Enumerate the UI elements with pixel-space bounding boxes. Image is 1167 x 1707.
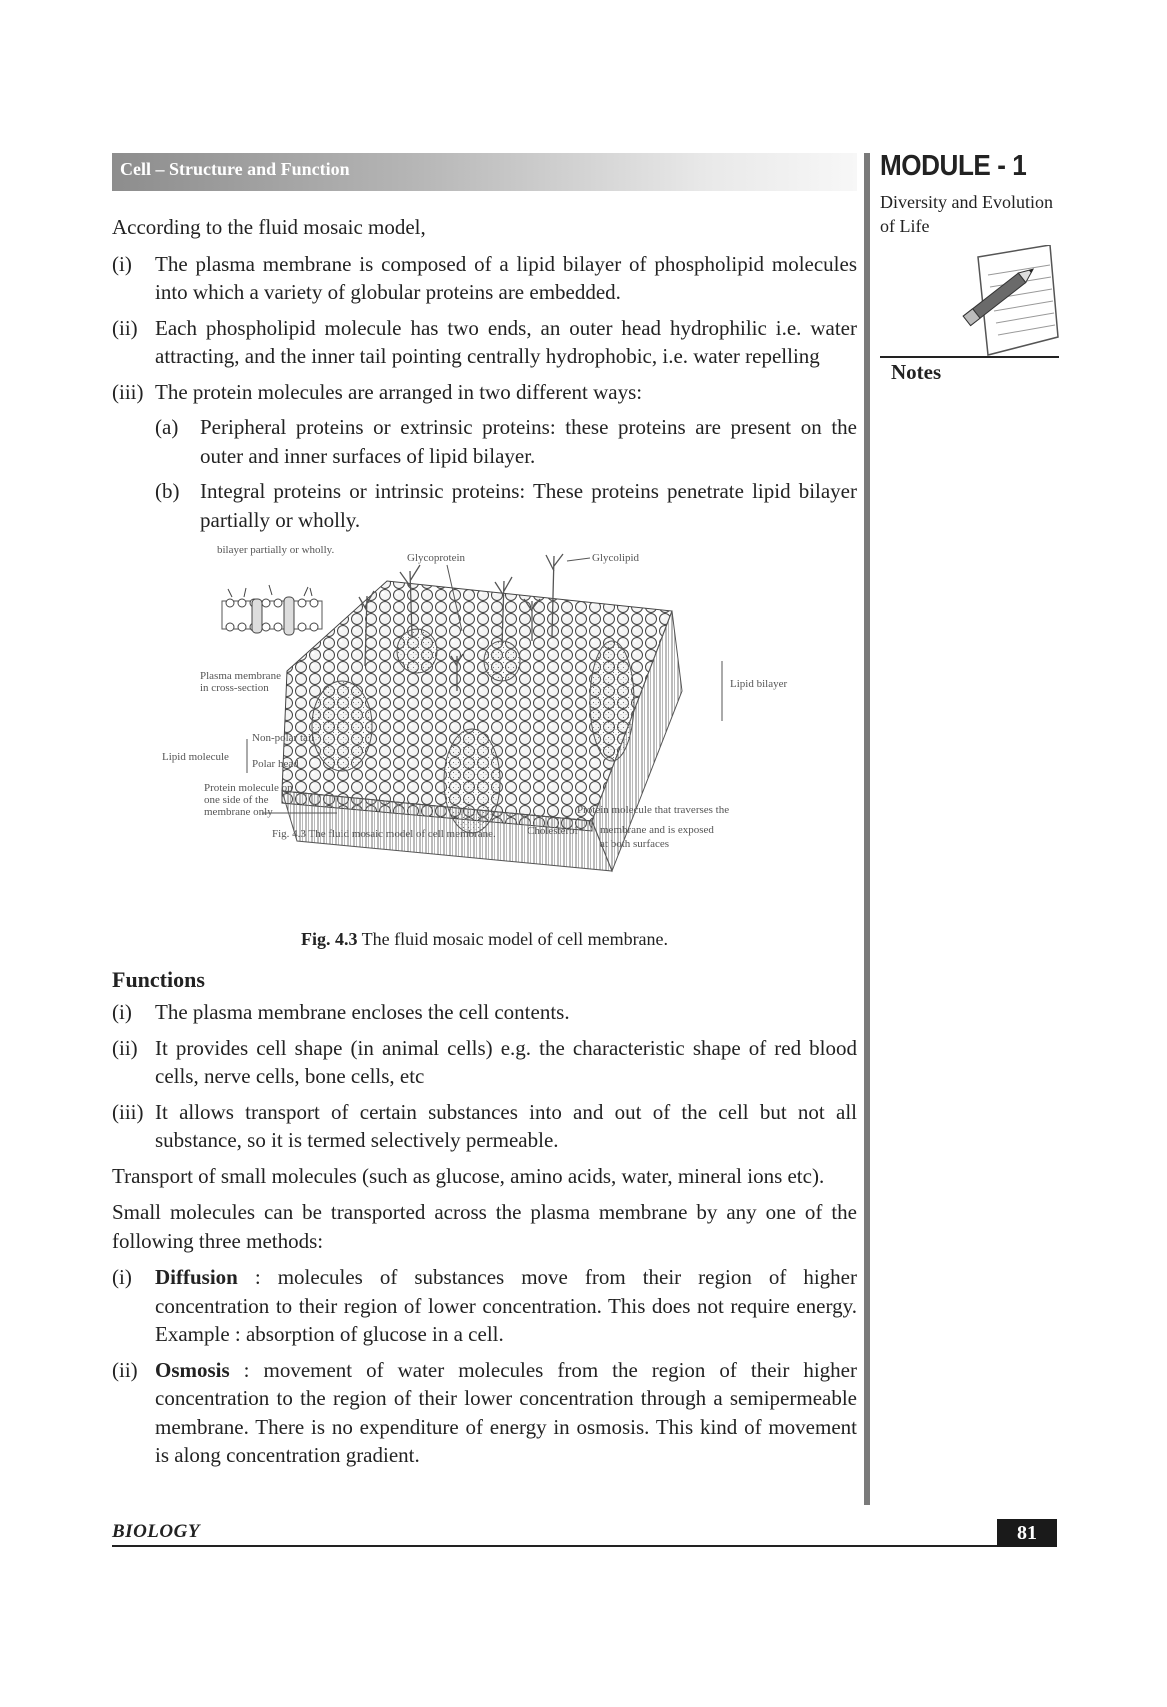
notes-label: Notes [891, 360, 942, 384]
list-number: (ii) [112, 315, 138, 340]
list-text: Each phospholipid molecule has two ends, an outer head hydrophilic i.e. water attracting, and the inner tail pointing centrally hydrophobic, i.e. water repelling [155, 315, 857, 368]
list-item [112, 314, 857, 371]
list-text: : movement of water molecules from the region of their higher concentration to the region of their lower concentration through a semipermeable membrane. There is no expenditure of energy in osmosis. This kind of movement is along concentration gradient. [155, 1357, 857, 1467]
list-item [112, 250, 857, 307]
label-lipid-molecule: Lipid molecule [162, 751, 229, 763]
list-number: (iii) [112, 1099, 144, 1124]
method-term: Diffusion [155, 1265, 238, 1289]
notes-pencil-icon [950, 245, 1060, 365]
figure-top-text: bilayer partially or wholly. [217, 544, 335, 556]
list-text: The protein molecules are arranged in two different ways: [155, 379, 643, 404]
list-text: It provides cell shape (in animal cells) e.g. the characteristic shape of red blood cells, nerve cells, bone cells, etc [155, 1035, 857, 1088]
page-number: 81 [997, 1519, 1057, 1547]
list-text: The plasma membrane is composed of a lipid bilayer of phospholipid molecules into which a variety of globular proteins are embedded. [155, 251, 857, 304]
label-nonpolar-tail: Non-polar tail [252, 732, 315, 744]
sub-list-item [112, 477, 857, 534]
list-number: (i) [112, 251, 132, 276]
list-number: (ii) [112, 1357, 138, 1382]
label-glycolipid: Glycolipid [592, 552, 640, 564]
list-item [112, 378, 857, 407]
footer-subject: BIOLOGY [112, 1521, 200, 1542]
figure-caption [112, 925, 857, 954]
intro-text: According to the fluid mosaic model, [112, 215, 426, 239]
list-number: (b) [155, 479, 180, 503]
chapter-title: Cell – Structure and Function [120, 159, 350, 179]
label-cholesterol: Cholesterol [527, 825, 578, 837]
list-text: Integral proteins or intrinsic proteins: These proteins penetrate lipid bilayer partially or wholly. [200, 479, 857, 532]
list-number: (i) [112, 1265, 132, 1289]
figure-caption-label: Fig. 4.3 [300, 929, 358, 949]
notes-divider [880, 356, 1059, 358]
list-text: The plasma membrane encloses the cell contents. [155, 1000, 570, 1024]
sub-list-item [112, 413, 857, 470]
transport-paragraph: Transport of small molecules (such as glucose, amino acids, water, mineral ions etc). [112, 1163, 825, 1188]
chapter-header-bar [112, 153, 857, 191]
list-text: Peripheral proteins or extrinsic proteins: these proteins are present on the outer and inner surfaces of lipid bilayer. [200, 415, 857, 468]
cross-section-inset [222, 585, 322, 635]
module-subtitle: Diversity and Evolution of Life [880, 192, 1053, 236]
margin-divider [864, 153, 870, 1505]
figure-caption-text: The fluid mosaic model of cell membrane. [361, 929, 669, 949]
list-number: (ii) [112, 1035, 138, 1060]
list-number: (i) [112, 1000, 132, 1024]
list-text: It allows transport of certain substances into and out of the cell but not all substance, so it is termed selectively permeable. [155, 1099, 857, 1152]
label-lipid-bilayer: Lipid bilayer [730, 678, 788, 690]
label-polar-head: Polar head [252, 758, 299, 770]
list-item [112, 998, 857, 1027]
label-plasma-membrane: Plasma membrane in cross-section [200, 670, 281, 694]
label-protein-one-side: Protein molecule on one side of the membrane only [204, 782, 293, 818]
module-title: MODULE - 1 [880, 150, 1027, 182]
methods-paragraph: Small molecules can be transported across the plasma membrane by any one of the following three methods: [112, 1200, 857, 1253]
list-item [112, 1034, 857, 1091]
label-glycoprotein: Glycoprotein [407, 552, 466, 564]
label-protein-traverses: Protein molecule that traverses the membrane and is exposed at both surfaces [577, 804, 730, 850]
fluid-mosaic-figure [112, 541, 857, 919]
list-number: (iii) [112, 379, 144, 404]
list-text: : molecules of substances move from their region of higher concentration to their region of lower concentration. This does not require energy. Example : absorption of glucose in a cell. [155, 1265, 857, 1346]
membrane-diagram [112, 541, 857, 919]
list-item [112, 1356, 857, 1470]
method-term: Osmosis [155, 1357, 230, 1382]
list-item [112, 1098, 857, 1155]
list-item [112, 1263, 857, 1349]
label-inner-caption: Fig. 4.3 The fluid mosaic model of cell membrane. [272, 828, 496, 840]
list-number: (a) [155, 415, 179, 439]
functions-heading: Functions [112, 966, 205, 992]
footer-rule [112, 1545, 1057, 1547]
main-content [112, 213, 857, 1477]
